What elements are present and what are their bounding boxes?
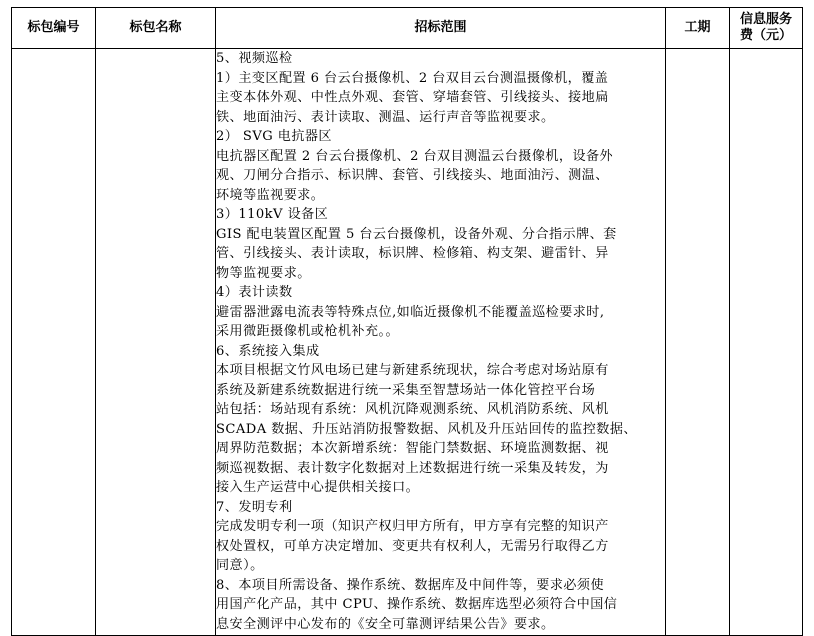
scope-line: 4）表计读数	[216, 285, 293, 300]
scope-line: SCADA 数据、升压站消防报警数据、风机及升压站回传的监控数据、	[216, 421, 637, 437]
scope-line: 同意）。	[216, 558, 264, 573]
scope-line: 8、本项目所需设备、操作系统、数据库及中间件等，要求必须使	[216, 577, 605, 593]
scope-line: 环境等监视要求。	[216, 187, 325, 203]
scope-line: 避雷器泄露电流表等特殊点位,如临近摄像机不能覆盖巡检要求时,	[216, 304, 605, 320]
scope-line: 管、引线接头、表计读取，标识牌、检修箱、构支架、避雷针、异	[216, 246, 609, 261]
cell-package-name	[96, 49, 216, 636]
header-package-no: 标包编号	[12, 8, 96, 49]
cell-fee	[730, 49, 803, 636]
scope-line: 铁、地面油污、表计读取、测温、运行声音等监视要求。	[216, 109, 555, 125]
header-fee-label: 信息服务费（元）	[739, 12, 792, 43]
scope-line: 7、发明专利	[216, 499, 293, 515]
scope-line: 权处置权，可单方决定增加、变更共有权利人，无需另行取得乙方	[216, 538, 609, 554]
scope-line: 1）主变区配置 6 台云台摄像机、2 台双目云台测温摄像机，覆盖	[216, 70, 609, 86]
scope-line: 完成发明专利一项（知识产权归甲方所有，甲方享有完整的知识产	[216, 519, 609, 534]
header-package-name: 标包名称	[96, 8, 216, 49]
scope-line: 3）110kV 设备区	[216, 207, 329, 222]
scope-text	[216, 49, 665, 634]
scope-line: 息安全测评中心发布的《安全可靠测评结果公告》要求。	[216, 616, 555, 632]
scope-line: 本项目根据文竹风电场已建与新建系统现状，综合考虑对场站原有	[216, 363, 609, 378]
bid-table	[11, 7, 803, 636]
header-scope: 招标范围	[216, 8, 666, 49]
scope-line: 主变本体外观、中性点外观、套管、穿墙套管、引线接头、接地扁	[216, 90, 609, 105]
scope-line: 5、视频巡检	[216, 51, 293, 66]
scope-line: 周界防范数据；本次新增系统：智能门禁数据、环境监测数据、视	[216, 441, 609, 456]
scope-line: 频巡视数据、表计数字化数据对上述数据进行统一采集及转发，为	[216, 460, 609, 476]
scope-line: 物等监视要求。	[216, 265, 311, 281]
header-fee	[730, 8, 803, 49]
scope-line: 2） SVG 电抗器区	[216, 129, 332, 144]
scope-line: 系统及新建系统数据进行统一采集至智慧场站一体化管控平台场	[216, 382, 596, 398]
scope-line: GIS 配电装置区配置 5 台云台摄像机，设备外观、分合指示牌、套	[216, 226, 617, 242]
scope-line: 站包括：场站现有系统：风机沉降观测系统、风机消防系统、风机	[216, 402, 609, 417]
header-duration: 工期	[666, 8, 730, 49]
scope-line: 用国产化产品，其中 CPU、操作系统、数据库选型必须符合中国信	[216, 597, 618, 612]
table-header-row	[12, 8, 803, 49]
table-row	[12, 49, 803, 636]
cell-package-no	[12, 49, 96, 636]
scope-line: 接入生产运营中心提供相关接口。	[216, 480, 420, 495]
scope-line: 6、系统接入集成	[216, 343, 320, 359]
cell-duration	[666, 49, 730, 636]
scope-line: 观、刀闸分合指示、标识牌、套管、引线接头、地面油污、测温、	[216, 168, 609, 183]
cell-scope	[216, 49, 666, 636]
scope-line: 采用微距摄像机或枪机补充。。	[216, 324, 400, 339]
scope-line: 电抗器区配置 2 台云台摄像机、2 台双目测温云台摄像机，设备外	[216, 148, 614, 164]
